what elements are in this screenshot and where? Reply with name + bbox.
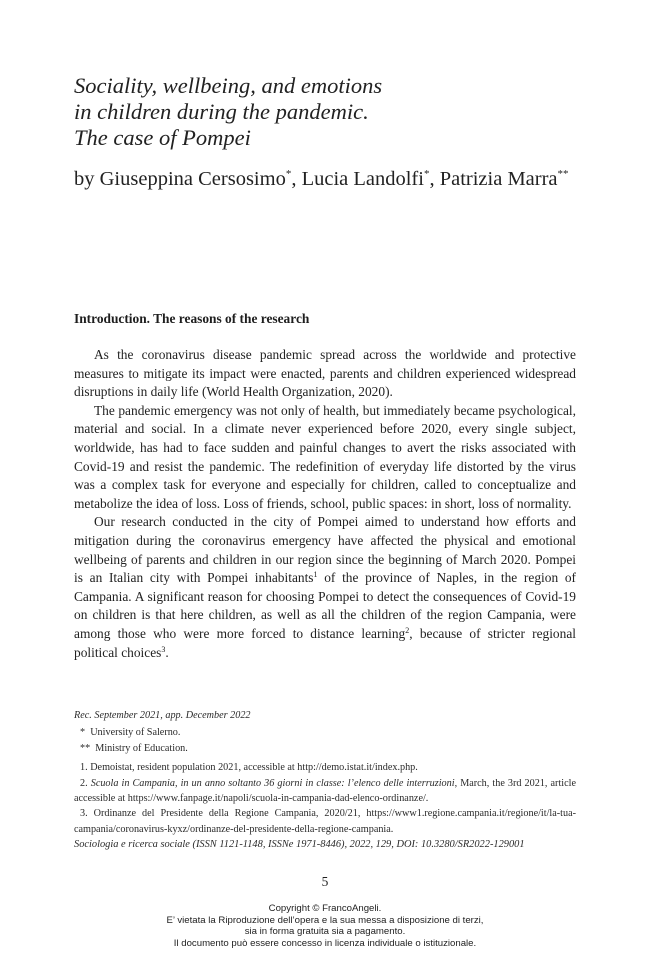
affiliation-mark: ** [80,742,91,754]
body-text [74,346,576,662]
paragraph: The pandemic emergency was not only of health, but immediately became psychological, material and social. In a climate never experienced before 2020, every single subject, worldwide, has had to face sudden and painful changes to avert the risks associated with Covid-19 and resist the pandemic. The redefinition of everyday life distorted by the virus was a complex task for everyone and especially for children, called to conceptualize and metabolize the idea of loss. Loss of friends, school, public spaces: in short, loss of normality. [74,402,576,511]
author-separator: , [291,168,302,190]
affiliation-text: Ministry of Education. [95,742,188,754]
footnote [74,806,576,837]
footnotes-block [74,708,576,837]
affiliation-mark: * [80,727,86,739]
copyright-line: E’ vietata la Riproduzione dell’opera e la sua messa a disposizione di terzi, [166,914,484,926]
footnote-number: 1. [80,762,88,774]
footnote [74,760,576,775]
byline-prefix: by [74,168,100,190]
journal-citation: Sociologia e ricerca sociale (ISSN 1121-1148, ISSNe 1971-8446), 2022, 129, DOI: 10.3280/SR2022-129001 [74,839,525,850]
footnote-text: Ordinanze del Presidente della Regione Campania, 2020/21, https://www1.regione.campania.it/regione/it/la-tua-campania/coronavirus-kyxz/ordinanze-del-presidente-della-regione-campania. [74,808,576,835]
footnote-ref: 1 [313,570,318,580]
author-byline [74,166,569,192]
title-line: in children during the pandemic. [74,99,369,124]
footnote-text: Demoistat, resident population 2021, accessible at http://demo.istat.it/index.php. [90,762,418,774]
author-name: Patrizia Marra [439,168,558,190]
author-name: Lucia Landolfi [301,168,424,190]
paragraph [74,513,576,662]
copyright-notice [0,903,650,949]
author-mark: ** [557,168,569,180]
paragraph-text: Our research conducted in the city of Pompei aimed to understand how efforts and mitigation during the coronavirus emergency have affected the physical and emotional wellbeing of parents and children in our region since the beginning of March 2020. Pompei is an Italian city with Pompei inhabitants [74,514,576,586]
paragraph-text: . [165,644,169,660]
footnote [74,776,576,807]
footnote-ref: 3 [161,644,166,654]
author-name: Giuseppina Cersosimo [99,168,286,190]
affiliation-text: University of Salerno. [90,727,181,739]
copyright-line: sia in forma gratuita sia a pagamento. [244,926,406,938]
footnote-number: 2. [80,777,88,789]
paragraph-text: of the province of Naples, in the region of Campania. A significant reason for choosing Pompei to detect the consequences of Covid-19 on children is that here children, as well as all the children of the region Campania, were among those who were more forced to distance learning [74,570,576,641]
author-separator: , [429,168,440,190]
received-date: Rec. September 2021, app. December 2022 [74,710,251,721]
paragraph-text: , because of stricter regional political choices [74,625,576,660]
paragraph: As the coronavirus disease pandemic spread across the worldwide and protective measures to mitigate its impact were enacted, parents and children experienced widespread disruptions in daily life (World Health Organization, 2020). [74,347,576,400]
author-mark: * [423,168,430,180]
section-heading: Introduction. The reasons of the research [74,311,310,326]
title-line: The case of Pompei [74,125,251,150]
affiliation [74,725,576,740]
footnote-ref: 2 [405,625,410,635]
copyright-line: Copyright © FrancoAngeli. [268,903,382,914]
paper-title [74,73,594,151]
footnote-text: , March, the 3rd 2021, article accessible at https://www.fanpage.it/napoli/scuola-in-campania-dad-elenco-ordinanze/. [74,777,576,805]
title-line: Sociality, wellbeing, and emotions [74,73,383,98]
copyright-line: Il documento può essere concesso in licenza individuale o istituzionale. [173,937,477,949]
footnote-number: 3. [80,808,88,820]
page-number: 5 [321,874,329,889]
affiliation [74,741,576,756]
author-mark: * [285,168,292,180]
footnote-italic-title: Scuola in Campania, in un anno soltanto 36 giorni in classe: l’elenco delle interruzioni [90,777,455,789]
